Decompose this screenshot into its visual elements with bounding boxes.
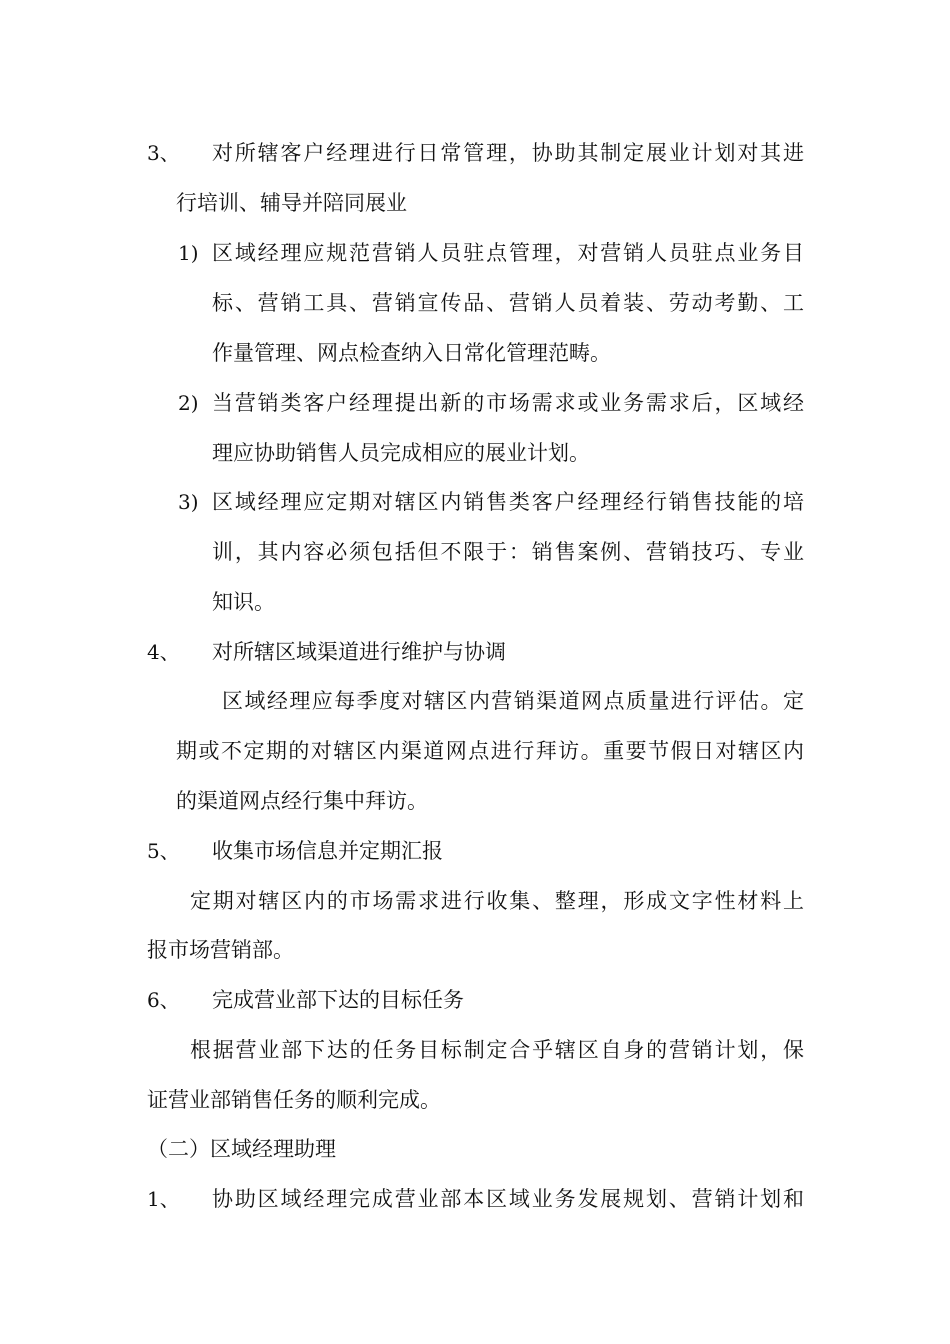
item-3-number: 3、 (147, 141, 180, 165)
item-6-para-line-2: 证营业部销售任务的顺利完成。 (147, 1088, 441, 1112)
item-5-para-line-1: 定期对辖区内的市场需求进行收集、整理，形成文字性材料上 (190, 889, 804, 913)
item-3-heading-line-1: 对所辖客户经理进行日常管理，协助其制定展业计划对其进 (212, 141, 804, 165)
sub-item-3-line-1: 区域经理应定期对辖区内销售类客户经理经行销售技能的培 (212, 490, 804, 514)
sub-item-1-line-1: 区域经理应规范营销人员驻点管理，对营销人员驻点业务目 (212, 241, 804, 265)
section-2-heading: （二）区域经理助理 (147, 1137, 336, 1161)
item-4-para-line-2: 期或不定期的对辖区内渠道网点进行拜访。重要节假日对辖区内 (176, 739, 804, 763)
sub-item-1-line-2: 标、营销工具、营销宣传品、营销人员着装、劳动考勤、工 (212, 291, 804, 315)
sub-item-1-line-3: 作量管理、网点检查纳入日常化管理范畴。 (212, 341, 611, 365)
section-2-item-1-line-1: 协助区域经理完成营业部本区域业务发展规划、营销计划和 (212, 1187, 804, 1211)
item-5-heading: 收集市场信息并定期汇报 (212, 839, 443, 863)
item-6-number: 6、 (147, 988, 180, 1012)
item-5-para-line-2: 报市场营销部。 (147, 938, 294, 962)
item-3-heading-line-2: 行培训、辅导并陪同展业 (176, 191, 407, 215)
sub-item-2-line-1: 当营销类客户经理提出新的市场需求或业务需求后，区域经 (212, 391, 804, 415)
item-4-heading: 对所辖区域渠道进行维护与协调 (212, 640, 506, 664)
section-2-item-1-number: 1、 (147, 1187, 180, 1211)
sub-item-3-line-2: 训，其内容必须包括但不限于：销售案例、营销技巧、专业 (212, 540, 804, 564)
item-4-number: 4、 (147, 640, 180, 664)
sub-item-1-number: 1) (178, 241, 199, 265)
sub-item-2-line-2: 理应协助销售人员完成相应的展业计划。 (212, 441, 590, 465)
sub-item-3-line-3: 知识。 (212, 590, 275, 614)
item-6-heading: 完成营业部下达的目标任务 (212, 988, 464, 1012)
sub-item-2-number: 2) (178, 391, 199, 415)
sub-item-3-number: 3) (178, 490, 199, 514)
item-4-para-line-3: 的渠道网点经行集中拜访。 (176, 789, 428, 813)
item-6-para-line-1: 根据营业部下达的任务目标制定合乎辖区自身的营销计划，保 (190, 1038, 804, 1062)
item-5-number: 5、 (147, 839, 180, 863)
item-4-para-line-1: 区域经理应每季度对辖区内营销渠道网点质量进行评估。定 (222, 689, 804, 713)
